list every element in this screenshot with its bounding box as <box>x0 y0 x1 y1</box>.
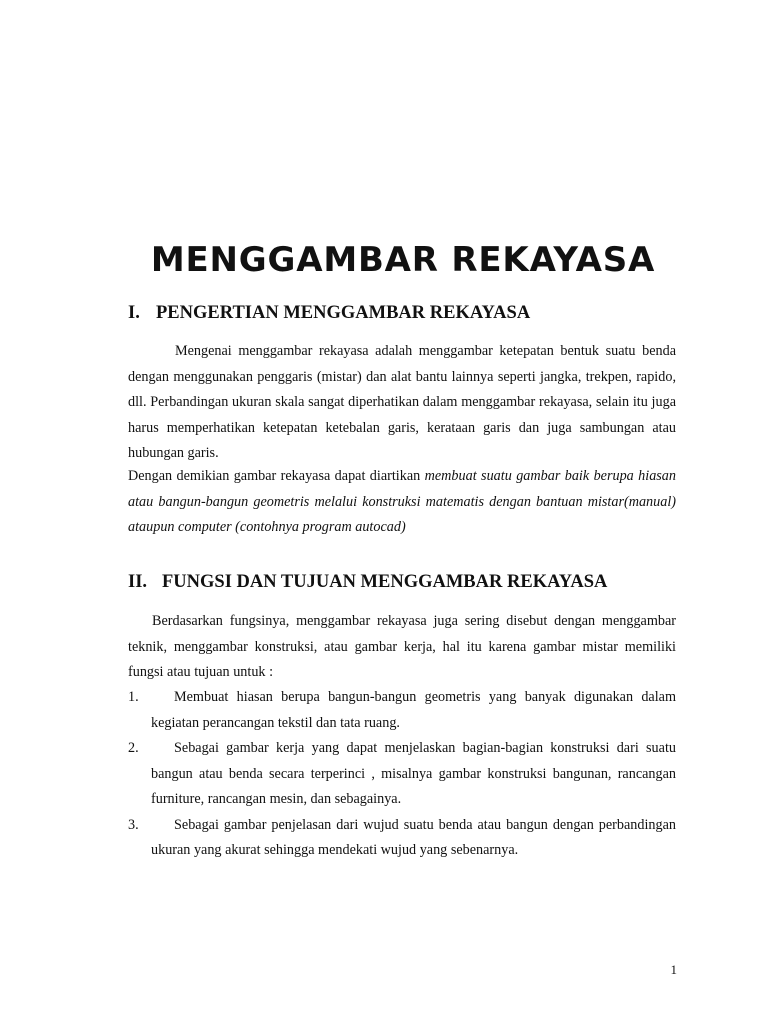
list-item <box>128 813 676 864</box>
page-number: 1 <box>670 962 677 977</box>
section-heading-fungsi <box>128 571 607 593</box>
list-item-text: Sebagai gambar penjelasan dari wujud suatu benda atau bangun dengan perbandingan ukuran yang akurat sehingga mendekati wujud yang sebenarnya. <box>151 816 676 858</box>
section-number: II. <box>128 572 148 592</box>
list-item <box>128 685 676 736</box>
list-item-number: 2. <box>128 740 139 756</box>
definition-summary-paragraph <box>128 464 676 541</box>
function-intro-paragraph: Berdasarkan fungsinya, menggambar rekayasa juga sering disebut dengan menggambar teknik, menggambar konstruksi, atau gambar kerja, hal itu karena gambar mistar memiliki fungsi atau tujuan untuk : <box>128 613 676 680</box>
section-heading-pengertian <box>128 302 530 324</box>
section-number: I. <box>128 303 140 323</box>
summary-lead-text: Dengan demikian gambar rekayasa dapat diartikan <box>128 468 425 484</box>
definition-paragraph: Mengenai menggambar rekayasa adalah menggambar ketepatan bentuk suatu benda dengan menggunakan penggaris (mistar) dan alat bantu lainnya seperti jangka, trekpen, rapido, dll. Perbandingan ukuran skala sangat diperhatikan dalam menggambar rekayasa, selain itu juga harus memperhatikan ketepatan ketebalan garis, kerataan garis dan juga sambungan atau hubungan garis. <box>128 343 676 461</box>
list-item-number: 3. <box>128 816 139 833</box>
list-item <box>128 736 676 813</box>
section-heading-text: FUNGSI DAN TUJUAN MENGGAMBAR REKAYASA <box>162 572 608 592</box>
summary-italic-text: membuat suatu gambar baik berupa hiasan atau bangun-bangun geometris melalui konstruksi matematis dengan bantuan mistar(manual) ataupun computer (contohnya program autocad) <box>128 468 676 535</box>
list-item-number: 1. <box>128 689 139 705</box>
list-item-text: Membuat hiasan berupa bangun-bangun geometris yang banyak digunakan dalam kegiatan perancangan tekstil dan tata ruang. <box>151 689 676 731</box>
section-heading-text: PENGERTIAN MENGGAMBAR REKAYASA <box>156 303 531 323</box>
list-item-text: Sebagai gambar kerja yang dapat menjelaskan bagian-bagian konstruksi dari suatu bangun atau benda secara terperinci , misalnya gambar konstruksi bangunan, rancangan furniture, rancangan mesin, dan sebagainya. <box>151 740 676 807</box>
function-list <box>128 685 676 864</box>
document-title: MENGGAMBAR REKAYASA <box>150 240 656 280</box>
